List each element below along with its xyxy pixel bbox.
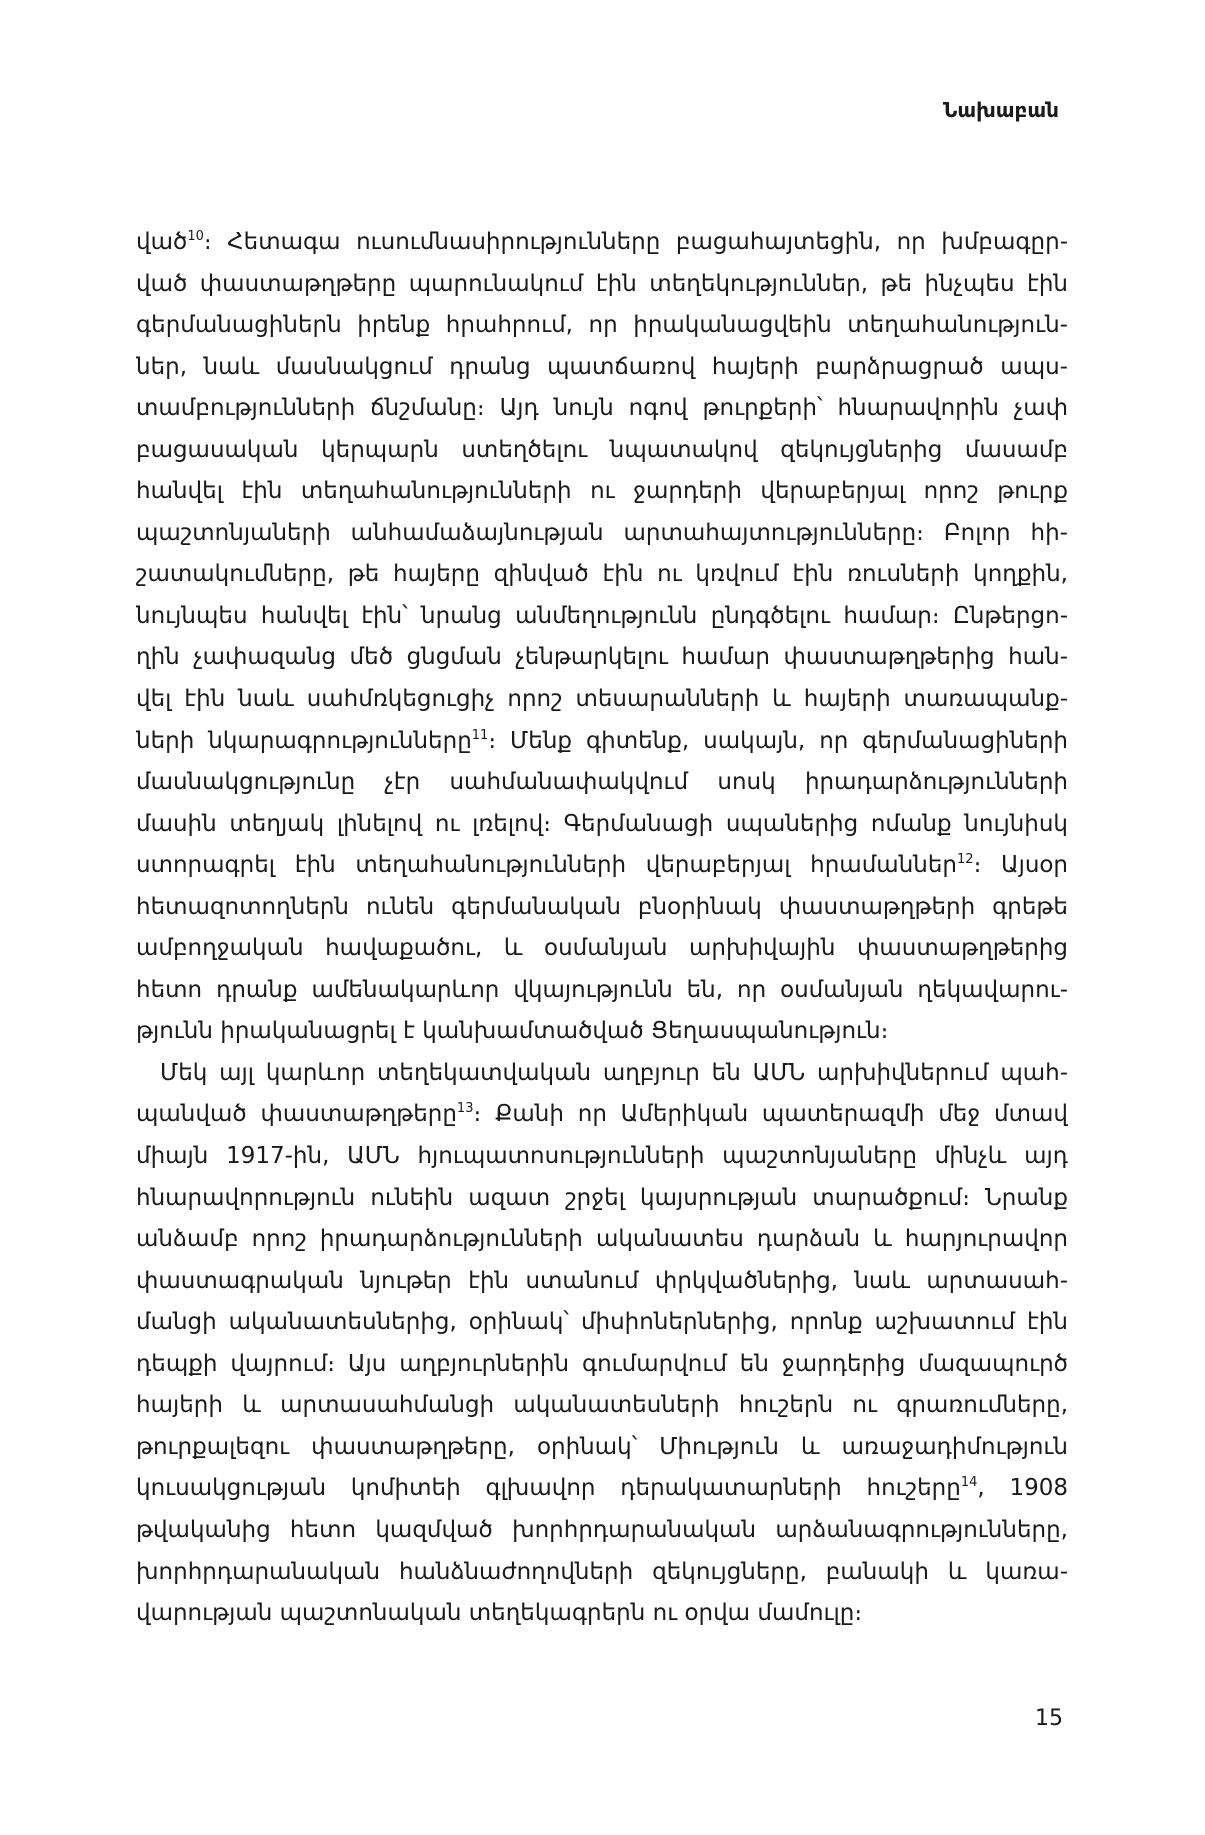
line-text: միայն 1917-ին, ԱՄՆ հյուպատոսությունների պաշտոնյաները մինչև այդ — [136, 1143, 1068, 1170]
text-line — [136, 1011, 1068, 1053]
line-text: կուսակցության կոմիտեի գլխավոր դերակատարների հուշերը — [136, 1475, 961, 1502]
text-line — [136, 1385, 1068, 1427]
text-line — [136, 970, 1068, 1012]
text-line — [136, 305, 1068, 347]
body-text — [136, 222, 1068, 1635]
line-text: տամբությունների ճնշմանը։ Այդ նույն ոգով թուրքերի՝ հնարավորին չափ — [136, 395, 1068, 422]
text-line — [136, 347, 1068, 389]
line-text: մանցի ականատեսներից, օրինակ՝ միսիոներներից, որոնք աշխատում էին — [136, 1309, 1068, 1336]
line-text: ված — [136, 229, 188, 255]
line-text: ամբողջական հավաքածու, և օսմանյան արխիվային փաստաթղթերից — [136, 935, 1068, 962]
running-head: Նախաբան — [943, 98, 1059, 122]
line-text: ։ Այսօր — [973, 852, 1068, 879]
line-text: փաստագրական նյութեր էին ստանում փրկվածներից, նաև արտասահ- — [136, 1267, 1068, 1294]
text-line — [136, 1219, 1068, 1261]
line-text: , 1908 — [977, 1475, 1068, 1502]
line-text: բացասական կերպարն ստեղծելու նպատակով զեկույցներից մասամբ — [136, 436, 1068, 463]
line-text: վարության պաշտոնական տեղեկագրերն ու օրվա մամուլը։ — [136, 1600, 863, 1627]
text-line — [136, 430, 1068, 472]
footnote-ref: 12 — [957, 852, 974, 868]
text-line — [136, 471, 1068, 513]
line-text: հետո դրանք ամենակարևոր վկայությունն են, որ օսմանյան ղեկավարու- — [136, 976, 1068, 1003]
line-text: պաշտոնյաների անհամաձայնության արտահայտությունները։ Բոլոր հի- — [136, 519, 1068, 546]
line-text: Մեկ այլ կարևոր տեղեկատվական աղբյուր են ԱՄՆ արխիվներում պահ- — [160, 1059, 1068, 1086]
footnote-ref: 14 — [960, 1475, 978, 1491]
line-text: մասնակցությունը չէր սահմանափակվում սոսկ իրադարձությունների — [136, 769, 1068, 796]
text-line — [136, 222, 1068, 264]
line-text: ։ Հետագա ուսումնասիրությունները բացահայտեցին, որ խմբագըր- — [203, 229, 1068, 255]
line-text: ղին չափազանց մեծ ցնցման չենթարկելու համար փաստաթղթերից հան- — [136, 644, 1068, 671]
text-line — [136, 1468, 1068, 1510]
line-text: ստորագրել էին տեղահանությունների վերաբերյալ հրամաններ — [136, 852, 958, 879]
line-text: դեպքի վայրում։ Այս աղբյուրներին գումարվում են ջարդերից մազապուրծ — [136, 1350, 1068, 1377]
line-text: ։ Քանի որ Ամերիկան պատերազմի մեջ մտավ — [473, 1101, 1068, 1128]
text-line — [136, 928, 1068, 970]
line-text: շատակումները, թե հայերը զինված էին ու կռվում էին ռուսների կողքին, — [136, 561, 1068, 588]
text-line — [136, 845, 1068, 887]
text-line — [136, 1344, 1068, 1386]
line-text: նույնպես հանվել էին՝ նրանց անմեղությունն ընդգծելու համար։ Ընթերցո- — [136, 602, 1068, 629]
text-line — [136, 388, 1068, 430]
text-line — [136, 762, 1068, 804]
line-text: հետազոտողներն ունեն գերմանական բնօրինակ փաստաթղթերի գրեթե — [136, 893, 1068, 920]
line-text: ներ, նաև մասնակցում դրանց պատճառով հայերի բարձրացրած ապս- — [136, 353, 1068, 380]
text-line — [136, 1053, 1068, 1095]
text-line — [136, 554, 1068, 596]
text-line — [136, 721, 1068, 763]
line-text: անձամբ որոշ իրադարձությունների ականատես դարձան և հարյուրավոր — [136, 1226, 1068, 1253]
text-line — [136, 513, 1068, 555]
text-line — [136, 596, 1068, 638]
line-text: թվականից հետո կազմված խորհրդարանական արձանագրությունները, — [136, 1516, 1068, 1543]
line-text: թուրքալեզու փաստաթղթերը, օրինակ՝ Միություն և առաջադիմություն — [136, 1433, 1068, 1460]
line-text: ված փաստաթղթերը պարունակում էին տեղեկություններ, թե ինչպես էին — [136, 270, 1068, 297]
text-line — [136, 1302, 1068, 1344]
text-line — [136, 1593, 1068, 1635]
line-text: հնարավորություն ունեին ազատ շրջել կայսրության տարածքում։ Նրանք — [136, 1184, 1068, 1211]
text-line — [136, 264, 1068, 306]
line-text: հանվել էին տեղահանությունների ու ջարդերի վերաբերյալ որոշ թուրք — [136, 478, 1068, 505]
text-line — [136, 1261, 1068, 1303]
text-line — [136, 1094, 1068, 1136]
line-text: ների նկարագրությունները — [136, 727, 472, 754]
footnote-ref: 13 — [456, 1101, 474, 1117]
text-line — [136, 1136, 1068, 1178]
text-line — [136, 804, 1068, 846]
footnote-ref: 11 — [471, 727, 489, 743]
text-line — [136, 1552, 1068, 1594]
line-text: հայերի և արտասահմանցի ականատեսների հուշերն ու գրառումները, — [136, 1392, 1068, 1419]
line-text: ։ Մենք գիտենք, սակայն, որ գերմանացիների — [488, 727, 1068, 754]
footnote-ref: 10 — [187, 229, 204, 244]
line-text: պանված փաստաթղթերը — [136, 1101, 457, 1128]
line-text: գերմանացիներն իրենք հրահրում, որ իրականացվեին տեղահանություն- — [136, 312, 1068, 339]
text-line — [136, 679, 1068, 721]
text-line — [136, 637, 1068, 679]
text-line — [136, 1178, 1068, 1220]
line-text: մասին տեղյակ լինելով ու լռելով։ Գերմանացի սպաներից ոմանք նույնիսկ — [136, 810, 1068, 837]
line-text: խորհրդարանական հանձնաժողովների զեկույցները, բանակի և կառա- — [136, 1558, 1068, 1585]
text-line — [136, 1427, 1068, 1469]
text-line — [136, 887, 1068, 929]
text-line — [136, 1510, 1068, 1552]
line-text: վել էին նաև սահմռկեցուցիչ որոշ տեսարանների և հայերի տառապանք- — [136, 686, 1068, 713]
page-number: 15 — [1035, 1706, 1063, 1731]
line-text: թյունն իրականացրել է կանխամտածված Ցեղասպանություն։ — [136, 1018, 889, 1045]
